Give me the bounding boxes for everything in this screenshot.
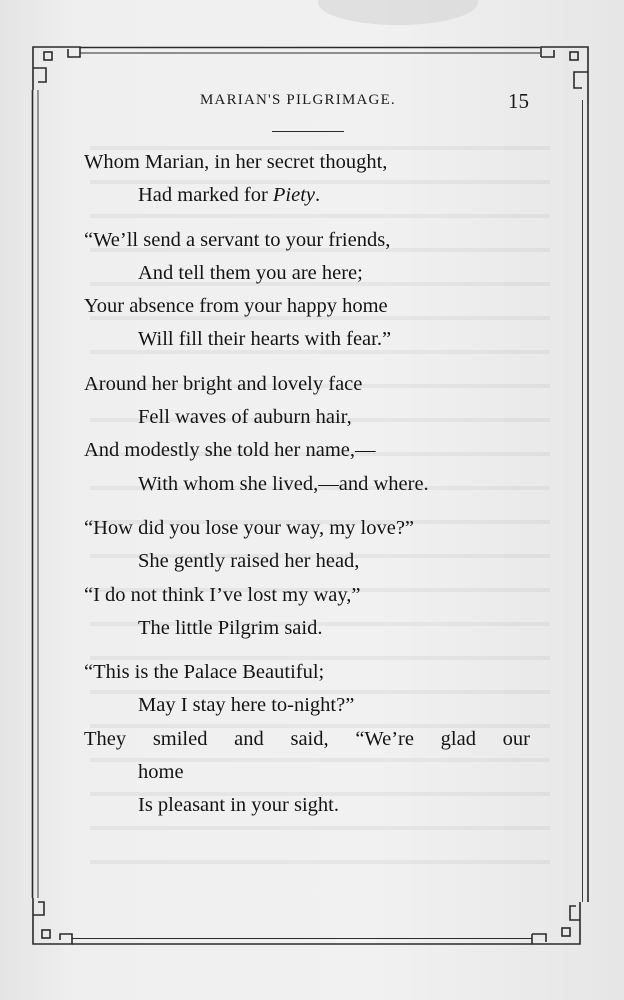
word: our [502, 727, 530, 750]
word: glad [440, 727, 476, 750]
poem-line: She gently raised her head, [138, 550, 360, 573]
running-header [0, 89, 624, 116]
poem-line: Whom Marian, in her secret thought, [84, 151, 388, 173]
running-title: MARIAN'S PILGRIMAGE. [200, 92, 396, 108]
line-text: Had marked for [138, 184, 268, 207]
word: said, [290, 727, 329, 750]
corner-ornament-bottom-left [33, 898, 72, 944]
poem-line: With whom she lived,—and where. [138, 472, 429, 495]
corner-ornament-top-left [33, 47, 80, 90]
poem-line: Is pleasant in your sight. [138, 794, 339, 817]
poem-line: Will fill their hearts with fear.” [138, 328, 392, 351]
poem-line: May I stay here to-night?” [138, 694, 355, 717]
poem-line [84, 723, 530, 756]
poem-line: The little Pilgrim said. [138, 616, 323, 639]
italic-word: Piety [272, 184, 316, 207]
poem-line: “I do not think I’ve lost my way,” [84, 583, 361, 606]
poem-line: Your absence from your happy home [84, 295, 388, 318]
poem-line: home [138, 761, 184, 784]
corner-ornament-bottom-right [532, 902, 580, 944]
word: smiled [152, 727, 208, 750]
poem-line: Around her bright and lovely face [84, 372, 363, 395]
poem-line: And tell them you are here; [138, 261, 363, 284]
poem-text [84, 146, 554, 823]
poem-line: Fell waves of auburn hair, [138, 406, 352, 429]
poem-line [84, 179, 554, 212]
poem-line: And modestly she told her name,— [84, 439, 376, 462]
page-number: 15 [508, 89, 529, 113]
poem-line: “This is the Palace Beautiful; [84, 661, 325, 684]
poem-line: “How did you lose your way, my love?” [84, 516, 415, 539]
word: “We’re [355, 727, 414, 750]
poem-line: “We’ll send a servant to your friends, [84, 228, 391, 251]
header-rule [272, 131, 344, 132]
word: and [234, 727, 264, 750]
word: They [84, 727, 127, 750]
line-punctuation: . [315, 184, 321, 207]
